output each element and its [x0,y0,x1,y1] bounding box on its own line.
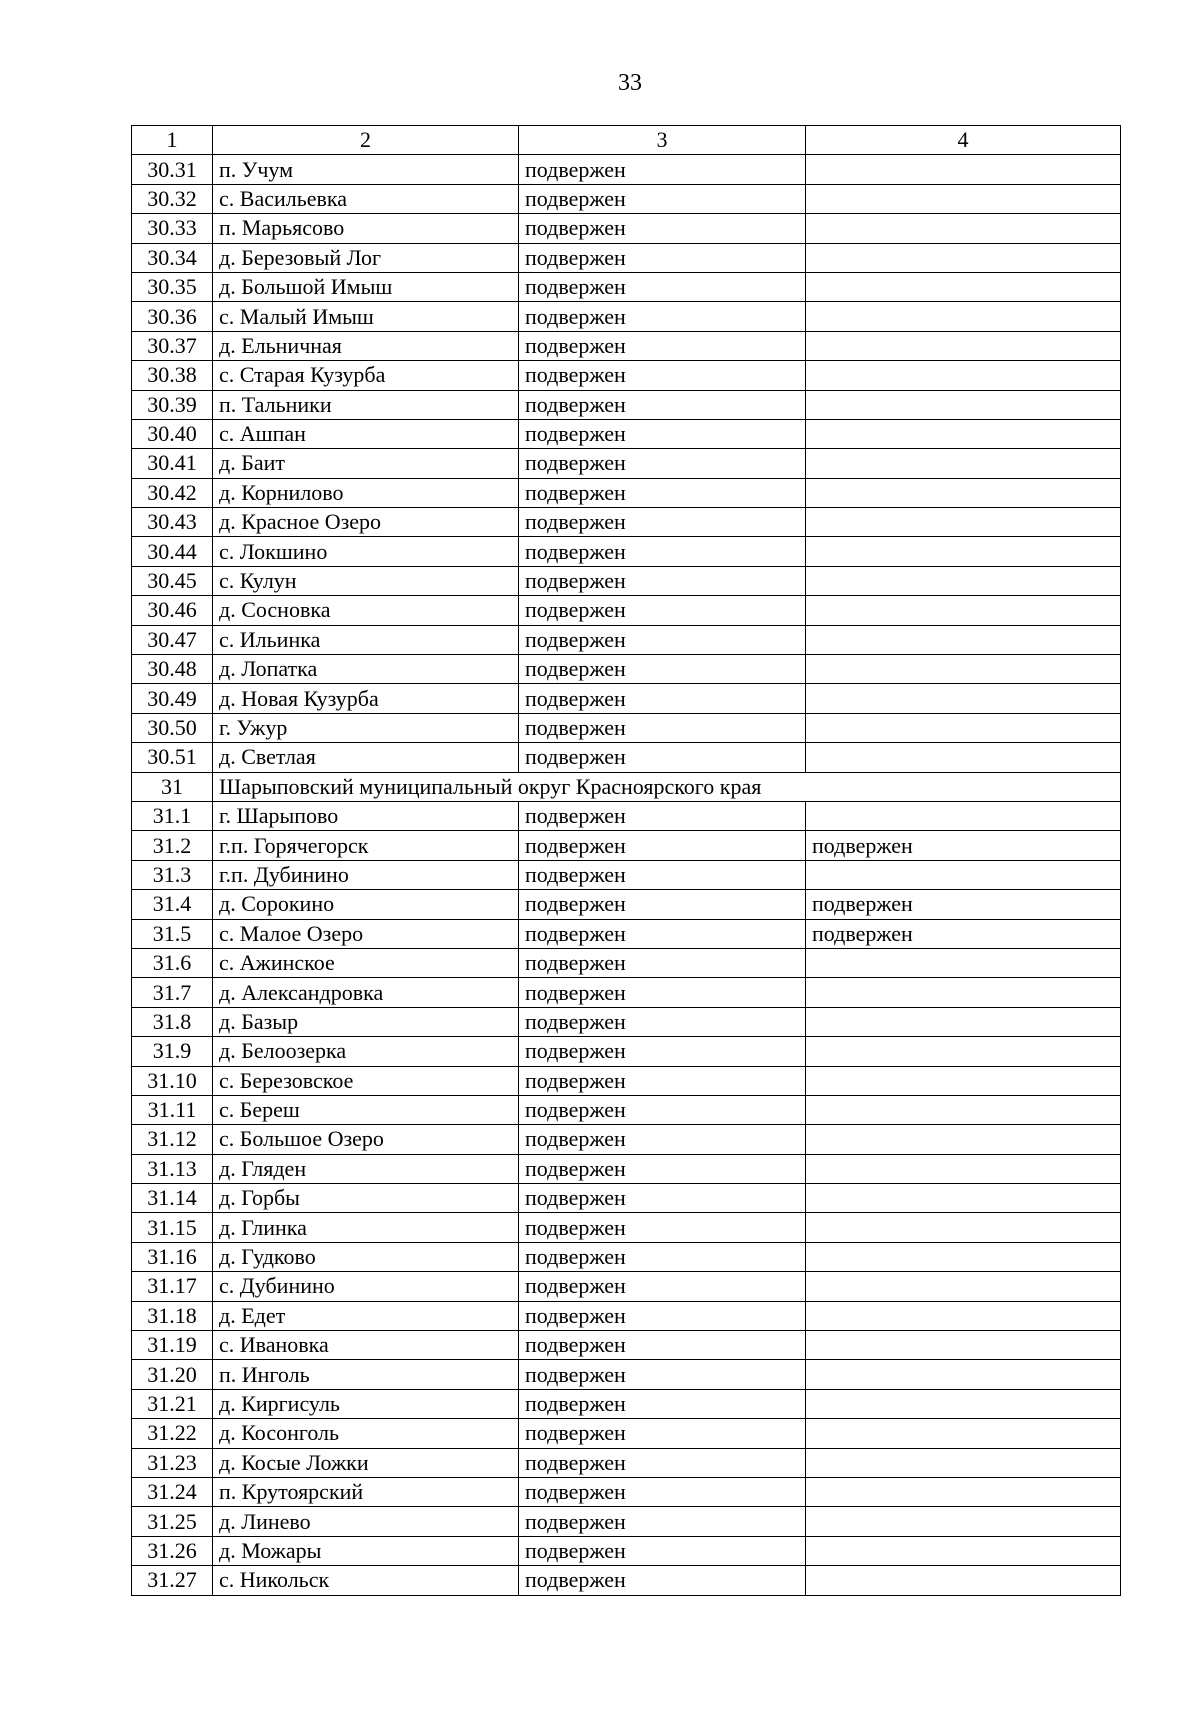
table-row [132,331,1121,360]
table-row [132,1184,1121,1213]
table-row [132,361,1121,390]
table-row [132,449,1121,478]
table-row [132,596,1121,625]
column-4-value [806,1272,1121,1301]
column-4-value [806,184,1121,213]
column-4-value [806,214,1121,243]
settlement-name: д. Горбы [213,1184,519,1213]
row-number: 31.11 [132,1095,213,1124]
table-row [132,1007,1121,1036]
table-row [132,890,1121,919]
settlement-name: д. Гляден [213,1154,519,1183]
settlement-name: д. Глинка [213,1213,519,1242]
row-number: 31.17 [132,1272,213,1301]
column-4-value [806,625,1121,654]
column-4-value [806,1154,1121,1183]
section-title: Шарыповский муниципальный округ Красноярского края [213,772,1121,801]
row-number: 31.9 [132,1037,213,1066]
row-number: 31.5 [132,919,213,948]
column-4-value [806,1419,1121,1448]
column-4-value: подвержен [806,919,1121,948]
column-3-value: подвержен [519,1242,806,1271]
table-row [132,684,1121,713]
table-row [132,419,1121,448]
row-number: 30.46 [132,596,213,625]
table-row [132,214,1121,243]
column-4-value [806,1536,1121,1565]
settlement-name: с. Малый Имыш [213,302,519,331]
column-4-value [806,1301,1121,1330]
settlement-name: д. Сосновка [213,596,519,625]
column-3-value: подвержен [519,1566,806,1595]
column-header-4: 4 [806,126,1121,155]
settlement-name: д. Косые Ложки [213,1448,519,1477]
settlement-name: п. Инголь [213,1360,519,1389]
column-4-value [806,566,1121,595]
row-number: 31.4 [132,890,213,919]
settlement-name: д. Едет [213,1301,519,1330]
column-3-value: подвержен [519,1507,806,1536]
column-4-value [806,1095,1121,1124]
table-row [132,743,1121,772]
column-3-value: подвержен [519,978,806,1007]
column-3-value: подвержен [519,184,806,213]
column-3-value: подвержен [519,272,806,301]
column-3-value: подвержен [519,831,806,860]
table-row [132,919,1121,948]
row-number: 31.25 [132,1507,213,1536]
column-3-value: подвержен [519,1125,806,1154]
row-number: 31.27 [132,1566,213,1595]
column-4-value [806,1037,1121,1066]
column-4-value [806,1213,1121,1242]
settlement-name: п. Тальники [213,390,519,419]
column-4-value [806,655,1121,684]
column-3-value: подвержен [519,625,806,654]
column-3-value: подвержен [519,743,806,772]
column-3-value: подвержен [519,390,806,419]
column-4-value [806,978,1121,1007]
settlement-name: д. Светлая [213,743,519,772]
table-row [132,1507,1121,1536]
settlement-name: с. Локшино [213,537,519,566]
settlement-name: д. Баит [213,449,519,478]
table-row [132,1272,1121,1301]
column-4-value: подвержен [806,890,1121,919]
column-4-value [806,948,1121,977]
column-4-value: подвержен [806,831,1121,860]
table-row [132,508,1121,537]
column-3-value: подвержен [519,860,806,889]
settlement-name: с. Кулун [213,566,519,595]
table-row [132,948,1121,977]
column-4-value [806,478,1121,507]
column-header-2: 2 [213,126,519,155]
column-3-value: подвержен [519,1213,806,1242]
row-number: 31.12 [132,1125,213,1154]
row-number: 31.1 [132,801,213,830]
column-3-value: подвержен [519,155,806,184]
column-4-value [806,272,1121,301]
column-3-value: подвержен [519,1536,806,1565]
settlement-name: д. Можары [213,1536,519,1565]
table-row [132,1360,1121,1389]
table-row [132,184,1121,213]
row-number: 31.21 [132,1389,213,1418]
settlement-name: с. Никольск [213,1566,519,1595]
column-4-value [806,684,1121,713]
column-3-value: подвержен [519,361,806,390]
row-number: 31.3 [132,860,213,889]
settlement-name: д. Ельничная [213,331,519,360]
table-row [132,1066,1121,1095]
settlement-name: д. Новая Кузурба [213,684,519,713]
settlement-name: г. Ужур [213,713,519,742]
settlement-name: п. Марьясово [213,214,519,243]
page-number: 33 [618,70,642,96]
settlement-name: г. Шарыпово [213,801,519,830]
settlement-name: п. Крутоярский [213,1477,519,1506]
settlement-name: г.п. Горячегорск [213,831,519,860]
table-row [132,1037,1121,1066]
table-row [132,655,1121,684]
settlement-name: с. Большое Озеро [213,1125,519,1154]
row-number: 31.14 [132,1184,213,1213]
column-3-value: подвержен [519,302,806,331]
settlement-name: д. Корнилово [213,478,519,507]
table-row [132,243,1121,272]
column-header-3: 3 [519,126,806,155]
table-row [132,537,1121,566]
column-3-value: подвержен [519,537,806,566]
column-3-value: подвержен [519,419,806,448]
column-3-value: подвержен [519,1037,806,1066]
column-3-value: подвержен [519,214,806,243]
table-row [132,978,1121,1007]
column-3-value: подвержен [519,1360,806,1389]
column-3-value: подвержен [519,948,806,977]
column-3-value: подвержен [519,508,806,537]
settlement-name: д. Киргисуль [213,1389,519,1418]
column-4-value [806,1007,1121,1036]
row-number: 31.16 [132,1242,213,1271]
row-number: 30.42 [132,478,213,507]
column-3-value: подвержен [519,331,806,360]
row-number: 31.2 [132,831,213,860]
column-4-value [806,419,1121,448]
settlement-name: д. Линево [213,1507,519,1536]
settlement-name: п. Учум [213,155,519,184]
table-row [132,1301,1121,1330]
column-4-value [806,1360,1121,1389]
row-number: 31.23 [132,1448,213,1477]
settlement-name: д. Александровка [213,978,519,1007]
column-3-value: подвержен [519,1154,806,1183]
table-row [132,713,1121,742]
row-number: 31.6 [132,948,213,977]
settlement-name: с. Ашпан [213,419,519,448]
table-row [132,1536,1121,1565]
table-row [132,478,1121,507]
row-number: 31.24 [132,1477,213,1506]
settlement-name: с. Васильевка [213,184,519,213]
row-number: 30.50 [132,713,213,742]
column-3-value: подвержен [519,596,806,625]
column-3-value: подвержен [519,243,806,272]
row-number: 31.15 [132,1213,213,1242]
column-3-value: подвержен [519,1066,806,1095]
column-3-value: подвержен [519,919,806,948]
table-row [132,1242,1121,1271]
row-number: 31.20 [132,1360,213,1389]
table-row [132,272,1121,301]
row-number: 31.19 [132,1331,213,1360]
column-4-value [806,243,1121,272]
column-4-value [806,1566,1121,1595]
table-row [132,831,1121,860]
column-4-value [806,1242,1121,1271]
column-4-value [806,1389,1121,1418]
column-4-value [806,1331,1121,1360]
settlement-name: с. Береш [213,1095,519,1124]
settlement-name: д. Белоозерка [213,1037,519,1066]
row-number: 30.47 [132,625,213,654]
column-4-value [806,1125,1121,1154]
table-row [132,1477,1121,1506]
column-3-value: подвержен [519,713,806,742]
column-3-value: подвержен [519,1007,806,1036]
column-3-value: подвержен [519,1184,806,1213]
column-4-value [806,801,1121,830]
settlement-name: с. Малое Озеро [213,919,519,948]
column-3-value: подвержен [519,478,806,507]
column-4-value [806,361,1121,390]
column-3-value: подвержен [519,1419,806,1448]
table-body [132,155,1121,1595]
column-4-value [806,743,1121,772]
column-4-value [806,390,1121,419]
settlement-name: д. Красное Озеро [213,508,519,537]
row-number: 30.35 [132,272,213,301]
settlement-name: с. Старая Кузурба [213,361,519,390]
column-4-value [806,331,1121,360]
column-4-value [806,302,1121,331]
table-row [132,1125,1121,1154]
column-3-value: подвержен [519,684,806,713]
column-4-value [806,713,1121,742]
column-3-value: подвержен [519,1095,806,1124]
table-header-row [132,126,1121,155]
settlement-name: с. Ивановка [213,1331,519,1360]
row-number: 31.7 [132,978,213,1007]
column-4-value [806,1066,1121,1095]
table-row [132,155,1121,184]
column-header-1: 1 [132,126,213,155]
table-row [132,1566,1121,1595]
table-row [132,1213,1121,1242]
settlement-name: с. Ажинское [213,948,519,977]
settlement-name: с. Ильинка [213,625,519,654]
row-number: 31.10 [132,1066,213,1095]
row-number: 31.13 [132,1154,213,1183]
settlements-table [131,125,1121,1596]
column-4-value [806,1448,1121,1477]
column-3-value: подвержен [519,801,806,830]
row-number: 31 [132,772,213,801]
row-number: 30.40 [132,419,213,448]
table-row [132,1095,1121,1124]
settlement-name: д. Гудково [213,1242,519,1271]
table-row [132,1419,1121,1448]
row-number: 30.39 [132,390,213,419]
settlement-name: с. Дубинино [213,1272,519,1301]
row-number: 31.22 [132,1419,213,1448]
row-number: 30.41 [132,449,213,478]
table-row [132,801,1121,830]
row-number: 31.26 [132,1536,213,1565]
row-number: 30.37 [132,331,213,360]
column-3-value: подвержен [519,1331,806,1360]
column-3-value: подвержен [519,1448,806,1477]
row-number: 30.49 [132,684,213,713]
row-number: 30.31 [132,155,213,184]
column-4-value [806,860,1121,889]
row-number: 30.43 [132,508,213,537]
settlement-name: д. Лопатка [213,655,519,684]
settlement-name: д. Косонголь [213,1419,519,1448]
settlement-name: д. Базыр [213,1007,519,1036]
row-number: 30.36 [132,302,213,331]
settlement-name: г.п. Дубинино [213,860,519,889]
section-row [132,772,1121,801]
row-number: 30.45 [132,566,213,595]
column-4-value [806,508,1121,537]
column-4-value [806,155,1121,184]
column-4-value [806,537,1121,566]
column-3-value: подвержен [519,449,806,478]
row-number: 30.51 [132,743,213,772]
settlement-name: с. Березовское [213,1066,519,1095]
row-number: 30.33 [132,214,213,243]
column-3-value: подвержен [519,1272,806,1301]
settlement-name: д. Большой Имыш [213,272,519,301]
table-row [132,566,1121,595]
row-number: 30.38 [132,361,213,390]
row-number: 31.8 [132,1007,213,1036]
row-number: 30.34 [132,243,213,272]
settlement-name: д. Сорокино [213,890,519,919]
row-number: 30.44 [132,537,213,566]
column-3-value: подвержен [519,1301,806,1330]
table-row [132,1389,1121,1418]
table-row [132,390,1121,419]
column-4-value [806,1184,1121,1213]
table-row [132,302,1121,331]
column-3-value: подвержен [519,890,806,919]
column-3-value: подвержен [519,655,806,684]
settlement-name: д. Березовый Лог [213,243,519,272]
table-row [132,1331,1121,1360]
column-4-value [806,449,1121,478]
table-row [132,1448,1121,1477]
row-number: 31.18 [132,1301,213,1330]
table-row [132,1154,1121,1183]
column-3-value: подвержен [519,1389,806,1418]
column-4-value [806,1507,1121,1536]
column-3-value: подвержен [519,566,806,595]
row-number: 30.48 [132,655,213,684]
column-3-value: подвержен [519,1477,806,1506]
column-4-value [806,1477,1121,1506]
row-number: 30.32 [132,184,213,213]
column-4-value [806,596,1121,625]
table-row [132,860,1121,889]
table-row [132,625,1121,654]
